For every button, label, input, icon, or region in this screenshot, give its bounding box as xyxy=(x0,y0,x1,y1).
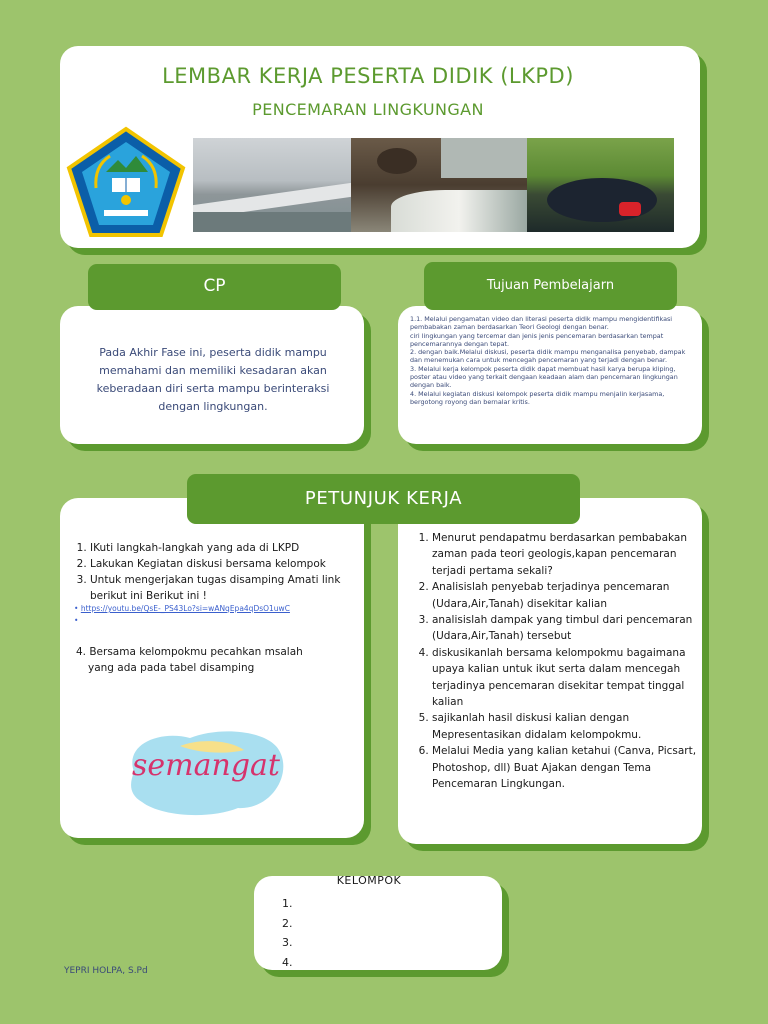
semangat-text: semangat xyxy=(132,748,280,783)
tujuan-item: ciri lingkungan yang tercemar dan jenis jenis pencemaran berdasarkan tempat pencemarannya dengan tepat. xyxy=(410,331,664,348)
kelompok-list xyxy=(270,894,490,972)
list-item: 1. IKuti langkah-langkah yang ada di LKPD xyxy=(90,540,362,556)
petunjuk-label: PETUNJUK KERJA xyxy=(187,474,580,524)
kelompok-slot[interactable] xyxy=(296,933,490,953)
video-link[interactable]: https://youtu.be/QsE-_PS43Lo?si=wANqEpa4qDsO1uwC xyxy=(80,604,290,613)
photo-air-pollution xyxy=(193,138,351,232)
semangat-sticker xyxy=(120,724,292,820)
author-credit: YEPRI HOLPA, S.Pd xyxy=(64,966,148,976)
list-item: 2. Analisislah penyebab terjadinya pencemaran (Udara,Air,Tanah) disekitar kalian xyxy=(432,579,699,612)
cp-label: CP xyxy=(88,264,341,310)
tujuan-list xyxy=(410,315,688,406)
tujuan-item: 1.1. Melalui pengamatan video dan literasi peserta didik mampu mengidentifikasi pembabakan zaman berdasarkan Teori Geologi dengan benar. xyxy=(410,315,673,332)
video-link-row: • https://youtu.be/QsE-_PS43Lo?si=wANqEpa4qDsO1uwC xyxy=(74,604,290,613)
page-title: LEMBAR KERJA PESERTA DIDIK (LKPD) xyxy=(162,64,574,88)
kelompok-slot[interactable] xyxy=(296,914,490,934)
kelompok-slot[interactable] xyxy=(296,953,490,973)
list-item: 3. Untuk mengerjakan tugas disamping Amati link berikut ini Berikut ini ! xyxy=(90,572,362,604)
photo-soil-pollution xyxy=(527,138,674,232)
tujuan-label: Tujuan Pembelajarn xyxy=(424,262,677,310)
tujuan-item: 3. Melalui kerja kelompok peserta didik dapat membuat hasil karya berupa kliping, poster atau video yang terkait dengaan keadaan alam dan pencemaran lingkungan dengan baik. xyxy=(410,364,678,390)
kelompok-slot[interactable] xyxy=(296,894,490,914)
item4-line2: yang ada pada tabel disamping xyxy=(88,662,255,674)
list-item: 2. Lakukan Kegiatan diskusi bersama kelompok xyxy=(90,556,362,572)
list-item: 3. analisislah dampak yang timbul dari pencemaran (Udara,Air,Tanah) tersebut xyxy=(432,612,699,645)
item4-line1: 4. Bersama kelompokmu pecahkan msalah xyxy=(76,646,303,658)
photo-water-pollution xyxy=(351,138,527,232)
petunjuk-right-list xyxy=(414,530,699,793)
tujuan-item: 4. Melalui kegiatan diskusi kelompok peserta didik mampu menjalin kerjasama, bergotong royong dan bernalar kritis. xyxy=(410,389,665,406)
list-item: 6. Melalui Media yang kalian ketahui (Canva, Picsart, Photoshop, dll) Buat Ajakan dengan Tema Pencemaran Lingkungan. xyxy=(432,743,699,792)
school-logo xyxy=(66,126,186,238)
list-item: 4. diskusikanlah bersama kelompokmu bagaimana upaya kalian untuk ikut serta dalam mencegah terjadinya pencemaran disekitar tempat tinggal kalian xyxy=(432,645,699,711)
cp-text: Pada Akhir Fase ini, peserta didik mampu memahami dan memiliki kesadaran akan keberadaan diri serta mampu berinteraksi dengan lingkungan. xyxy=(96,346,330,413)
petunjuk-item-4 xyxy=(76,644,361,676)
list-item: 1. Menurut pendapatmu berdasarkan pembabakan zaman pada teori geologis,kapan pencemaran terjadi pertama sekali? xyxy=(432,530,699,579)
list-item: 5. sajikanlah hasil diskusi kalian dengan Mepresentasikan didalam kelompokmu. xyxy=(432,710,699,743)
kelompok-label: KELOMPOK xyxy=(336,874,402,887)
page-subtitle: PENCEMARAN LINGKUNGAN xyxy=(252,100,484,119)
tujuan-item: 2. dengan baik.Melalui diskusi, peserta didik mampu menganalisa penyebab, dampak dan menemukan cara untuk mencegah pencemaran yang terjadi dengan benar. xyxy=(410,348,686,365)
bullet-empty: • xyxy=(74,616,79,625)
petunjuk-left-list xyxy=(72,540,362,604)
